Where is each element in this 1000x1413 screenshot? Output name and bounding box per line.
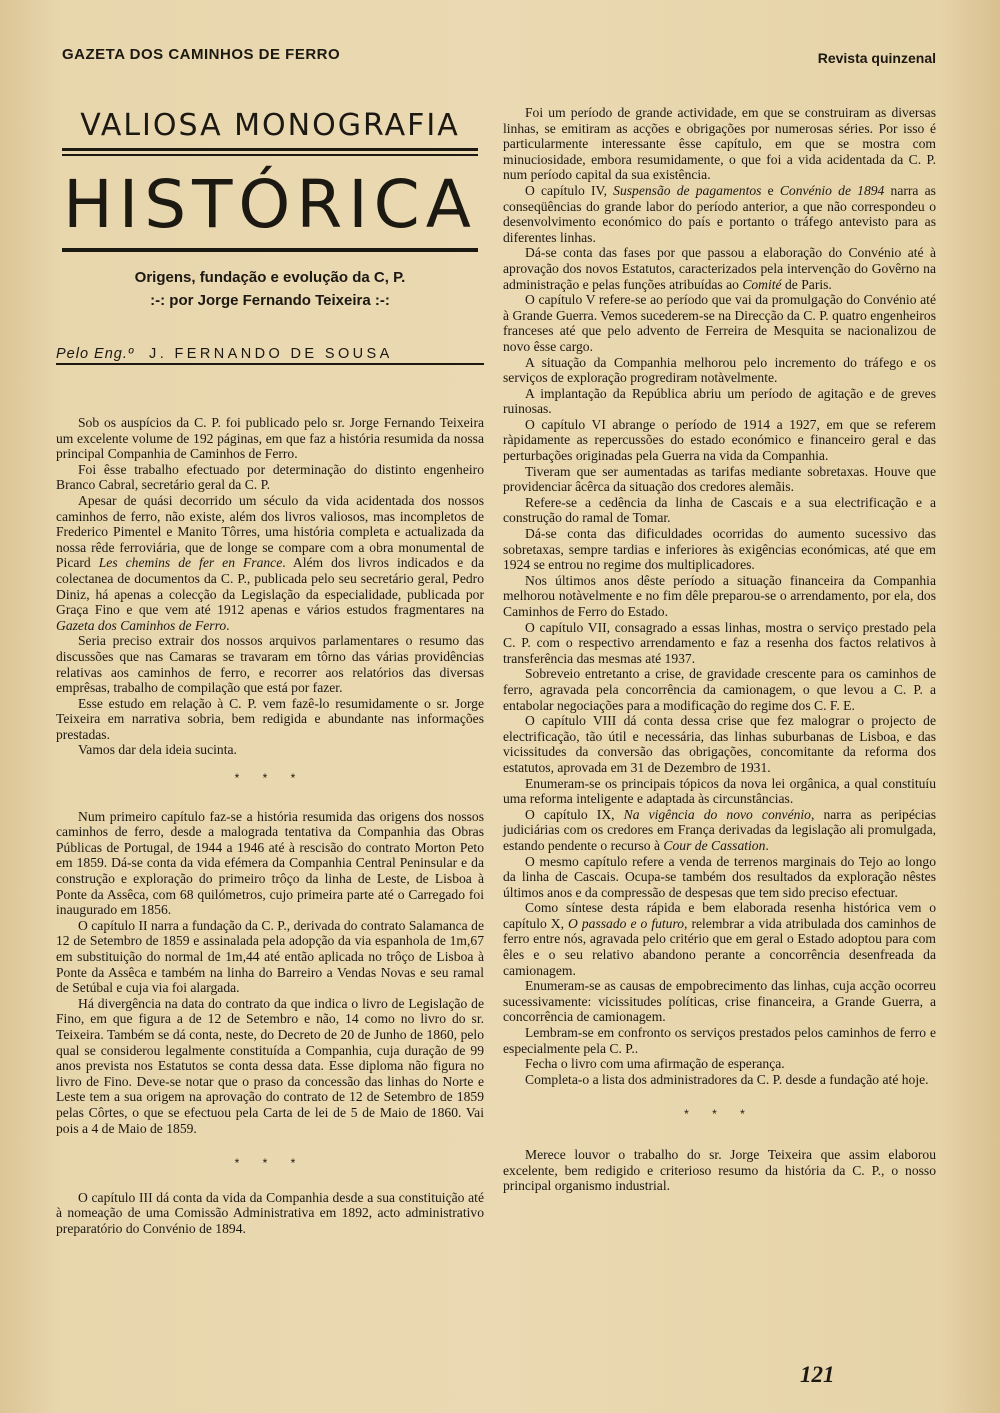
paragraph: Merece louvor o trabalho do sr. Jorge Teixeira que assim elaborou excelente, bem redigido e criterioso resumo da história da C. P., o nosso principal organismo industrial. xyxy=(503,1147,936,1194)
paragraph: Enumeram-se as causas de empobrecimento das linhas, cuja acção ocorreu sucessivamente: vicissitudes políticas, crise financeira, a Grande Guerra, a concorrência de camionagem. xyxy=(503,978,936,1025)
paragraph: O capítulo VI abrange o período de 1914 a 1927, em que se referem ràpidamente as repercussões do estado económico e financeiro geral e das perturbações originadas pela Guerra na vida da Companhia. xyxy=(503,416,936,464)
paragraph: O mesmo capítulo refere a venda de terrenos marginais do Tejo ao longo da linha de Cascais. Ocupa-se também dos resultados da exploração nêstes últimos anos e da compressão de despesas que tem sido preciso efectuar. xyxy=(503,853,936,900)
paragraph: Num primeiro capítulo faz-se a história resumida das origens dos nossos caminhos de ferro, desde a malograda tentativa da Companhia das Obras Públicas de Portugal, de 1944 a 1946 até à rescisão do contrato Morton Peto em 1859. Dá-se conta da vida efémera da Companhia Central Peninsular e da construção e exploração do primeiro trôço da linha de Leste, de Lisboa à Ponte da Assêca, com 68 quilómetros, cujo primeira parte até o Carregado foi inaugurado em 1856. xyxy=(56,808,484,918)
publication-frequency: Revista quinzenal xyxy=(817,50,936,66)
paragraph: Apesar de quási decorrido um século da vida acidentada dos nossos caminhos de ferro, não existe, além dos livros valiosos, mas incompletos de Frederico Pimentel e Manito Tôrres, uma história completa e actualizada da nossa rêde ferroviária, que de longe se compare com a obra monumental de Picard Les chemins de fer en France. Além dos livros indicados e da colectanea de documentos da C. P., publicada pelo seu secretário geral, Pedro Diniz, há apenas a colecção da Legislação da especialidade, publicada por Graça Fino e que vem até 1912 apenas e vários estudos fragmentares na Gazeta dos Caminhos de Ferro. xyxy=(56,492,484,633)
paragraph: Dá-se conta das dificuldades ocorridas do aumento sucessivo das sobretaxas, sempre tardias e inferiores às exigências económicas, até que em 1924 se entrou no regime dos multiplicadores. xyxy=(503,526,936,573)
left-column xyxy=(56,106,484,1237)
article-kicker: VALIOSA MONOGRAFIA xyxy=(80,108,460,143)
paragraph: Há divergência na data do contrato da que indica o livro de Legislação de Fino, em que figura a de 12 de Setembro e não, 14 como no livro do sr. Teixeira. Também se dá conta, neste, do Decreto de 20 de Junho de 1860, pelo qual se considerou legalmente constituída a Companhia, cuja duração de 99 anos prevista nos Estatutos se conta dessa data. Esse diploma não figura no livro de Fino. Deve-se notar que o praso da concessão das linhas do Norte e Leste tem a sua origem na aprovação do contrato de 12 de Setembro de 1859 pelas Côrtes, o que se efectuou pela Carta de lei de 5 de Maio de 1860. Vai pois a 4 de Maio de 1859. xyxy=(56,995,484,1136)
section-separator: * * * xyxy=(684,1107,755,1122)
paragraph: Como síntese desta rápida e bem elaborada resenha histórica vem o capítulo X, O passado e o futuro, relembrar a vida atribulada dos caminhos de ferro entre nós, agravada pelo critério que em geral o Estado adoptou para com êles e o seu relativo abandono perante a concorrência desenfreada da camionagem. xyxy=(503,900,936,978)
paragraph: Seria preciso extrair dos nossos arquivos parlamentares o resumo das discussões que nas Camaras se travaram em tôrno das várias providências relativas aos caminhos de ferro, e recorrer aos relatórios das diversas emprêsas, trabalho de compilação que está por fazer. xyxy=(56,633,484,696)
paragraph: Tiveram que ser aumentadas as tarifas mediante sobretaxas. Houve que providenciar âcêrca da situação dos credores alemãis. xyxy=(503,463,936,495)
paragraph: Foi êsse trabalho efectuado por determinação do distinto engenheiro Branco Cabral, secretário geral da C. P. xyxy=(56,461,484,493)
paragraph: O capítulo III dá conta da vida da Companhia desde a sua constituição até à nomeação de uma Comissão Administrativa em 1892, acto administrativo preparatório do Convénio de 1894. xyxy=(56,1189,484,1236)
paragraph: Sob os auspícios da C. P. foi publicado pelo sr. Jorge Fernando Teixeira um excelente volume de 192 páginas, em que faz a história resumida da nossa principal Companhia de Caminhos de Ferro. xyxy=(56,415,484,462)
paragraph: Foi um período de grande actividade, em que se construiram as diversas linhas, se emitiram as acções e obrigações por numerosas séries. Por isso é particularmente interessante êsse capítulo, em que se mostra com minuciosidade, embora resumidamente, o que foi a vida acidentada da C. P. num período capital da sua existência. xyxy=(503,105,936,183)
paragraph: O capítulo VIII dá conta dessa crise que fez malograr o projecto de electrificação, tão útil e necessária, das linhas suburbanas de Lisboa, e das vicissitudes da conversão das obrigações, concomitante da reforma dos estatutos, aprovada em 31 de Dezembro de 1931. xyxy=(503,713,936,775)
byline xyxy=(56,346,484,365)
paragraph: O capítulo VII, consagrado a essas linhas, mostra o serviço prestado pela C. P. com o respectivo arrendamento e faz a resenha dos factos relativos à transferência das mesmas até 1937. xyxy=(503,619,936,666)
right-column xyxy=(503,105,936,1194)
paragraph: Esse estudo em relação à C. P. vem fazê-lo resumidamente o sr. Jorge Teixeira em narrativa sobria, bem redigida e abundante nas informações prestadas. xyxy=(56,695,484,742)
paragraph: Lembram-se em confronto os serviços prestados pelos caminhos de ferro e especialmente pela C. P.. xyxy=(503,1025,936,1056)
right-body xyxy=(503,105,936,1194)
paragraph: Vamos dar dela ideia sucinta. xyxy=(78,742,237,758)
paragraph: Enumeram-se os principais tópicos da nova lei orgânica, a qual constituíu uma reforma inteligente e adaptada às circunstâncias. xyxy=(503,775,936,807)
paragraph: O capítulo IV, Suspensão de pagamentos e Convénio de 1894 narra as conseqüências do grande labor do período anterior, a que não correspondeu o desenvolvimento económico do país e portanto o tráfego antevisto para as diferentes linhas. xyxy=(503,182,936,245)
paragraph: Nos últimos anos dêste período a situação financeira da Companhia melhorou notàvelmente e no fim dêle preparou-se o arrendamento, por ela, dos Caminhos de Ferro do Estado. xyxy=(503,572,936,619)
subtitle-line-1: Origens, fundação e evolução da C, P. xyxy=(134,269,406,286)
paragraph: A implantação da República abriu um período de agitação e de greves ruinosas. xyxy=(503,385,936,417)
publication-title: GAZETA DOS CAMINHOS DE FERRO xyxy=(62,46,341,63)
section-separator: * * * xyxy=(234,1156,306,1171)
paragraph: Dá-se conta das fases por que passou a elaboração do Convénio até à aprovação dos novos Estatutos, caracterizados pela intervenção do Govêrno na administração e pelas funções atribuídas ao Comité de Paris. xyxy=(503,245,936,292)
paragraph: O capítulo II narra a fundação da C. P., derivada do contrato Salamanca de 12 de Setembro de 1859 e assinalada pela adopção da via espanhola de 1m,67 em substituição do normal de 1m,44 até então aplicada no trôço de Lisboa à Ponte da Assêca e também na linha do Barreiro a Vendas Novas e seu ramal de Setúbal e cuja via foi alargada. xyxy=(56,917,484,996)
paragraph: O capítulo IX, Na vigência do novo convénio, narra as peripécias judiciárias com os credores em França derivadas da legislação ali promulgada, estando pendente o recurso à Cour de Cassation. xyxy=(503,806,937,853)
paragraph: Fecha o livro com uma afirmação de esperança. xyxy=(525,1056,785,1072)
byline-prefix: Pelo Eng.º xyxy=(56,346,135,362)
subtitle-line-2: :-: por Jorge Fernando Teixeira :-: xyxy=(150,292,390,309)
paragraph: O capítulo V refere-se ao período que vai da promulgação do Convénio até à Grande Guerra. Vemos sucederem-se na Direcção da C. P. quatro engenheiros franceses até que pelo advento de Ferreira de Mesquita se nacionalizou de novo êsse cargo. xyxy=(503,292,936,354)
page-number: 121 xyxy=(800,1362,835,1387)
paragraph: Sobreveio entretanto a crise, de gravidade crescente para os caminhos de ferro, agravada pela concorrência da camionagem, o que levou a C. P. a entabolar negociações para a modificação do regime dos C. F. E. xyxy=(503,666,936,713)
paragraph: Refere-se a cedência da linha de Cascais e a sua electrificação e a construção do ramal de Tomar. xyxy=(503,494,936,526)
paragraph: Completa-o a lista dos administradores da C. P. desde a fundação até hoje. xyxy=(525,1071,929,1087)
article-subtitle xyxy=(56,266,484,312)
left-body xyxy=(56,415,484,1237)
kicker-rule xyxy=(62,148,478,156)
paragraph: A situação da Companhia melhorou pelo incremento do tráfego e os serviços de exploração progrediram notàvelmente. xyxy=(503,354,936,386)
byline-author: J. FERNANDO DE SOUSA xyxy=(149,346,393,362)
headline-rule xyxy=(62,248,478,252)
section-separator: * * * xyxy=(234,771,306,786)
article-headline: HISTÓRICA xyxy=(63,166,477,243)
